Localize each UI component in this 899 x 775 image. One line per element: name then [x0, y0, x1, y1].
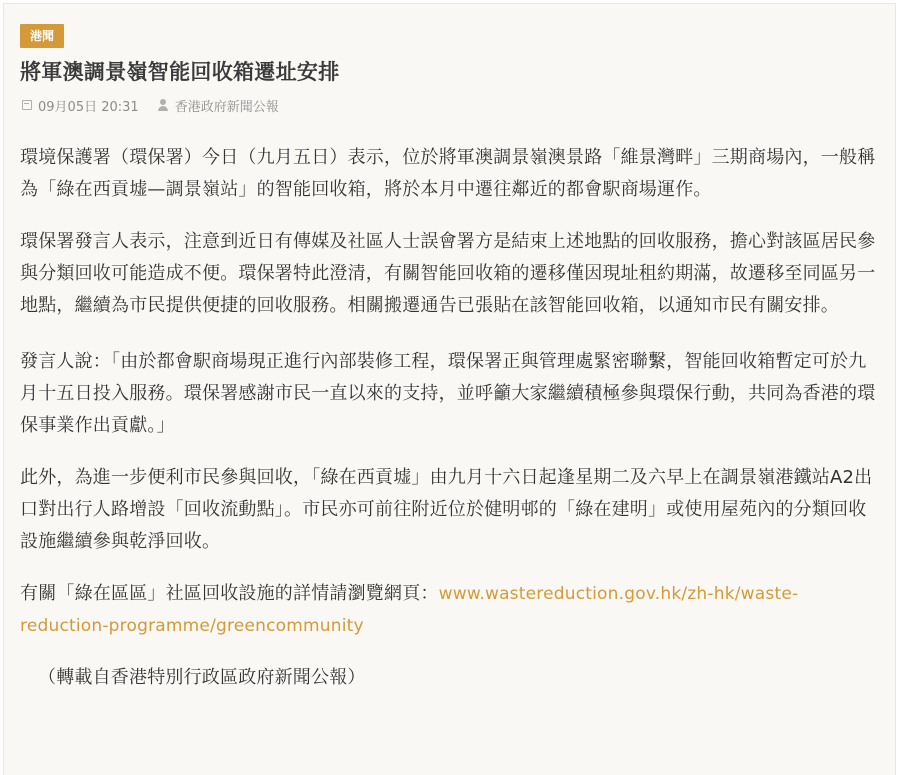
link-intro: 有關「綠在區區」社區回收設施的詳情請瀏覽網頁：	[20, 583, 439, 604]
paragraph: 環保署發言人表示，注意到近日有傳媒及社區人士誤會署方是結束上述地點的回收服務，擔心對該區居民參與分類回收可能造成不便。環保署特此澄清，有關智能回收箱的遷移僅因現址租約期滿，故遷移至同區另一地點，繼續為市民提供便捷的回收服務。相關搬遷通告已張貼在該智能回收箱，以通知市民有關安排。	[20, 231, 876, 316]
calendar-icon	[22, 100, 32, 110]
greencommunity-link[interactable]: www.wastereduction.gov.hk/zh-hk/waste-reduction-programme/greencommunity	[20, 584, 799, 636]
link-paragraph	[20, 578, 879, 642]
article-title: 將軍澳調景嶺智能回收箱遷址安排	[20, 60, 340, 84]
paragraph: 此外，為進一步便利市民參與回收，「綠在西貢墟」由九月十六日起逢星期二及六早上在調景嶺港鐵站A2出口對出行人路增設「回收流動點」。市民亦可前往附近位於健明邨的「綠在建明」或使用屋苑內的分類回收設施繼續參與乾淨回收。	[20, 467, 873, 552]
user-icon	[157, 99, 169, 111]
author-name: 香港政府新聞公報	[174, 99, 279, 115]
publish-date: 09月05日 20:31	[38, 99, 139, 115]
category-badge[interactable]: 港聞	[20, 24, 64, 48]
source-note: （轉載自香港特別行政區政府新聞公報）	[38, 667, 366, 688]
article-card	[3, 3, 896, 775]
article-body	[20, 142, 879, 694]
paragraph: 發言人說：「由於都會駅商場現正進行內部裝修工程，環保署正與管理處緊密聯繫，智能回收箱暫定可於九月十五日投入服務。環保署感謝市民一直以來的支持，並呼籲大家繼續積極參與環保行動，共同為香港的環保事業作出貢獻。」	[20, 351, 876, 436]
paragraph: 環境保護署（環保署）今日（九月五日）表示，位於將軍澳調景嶺澳景路「維景灣畔」三期商場內，一般稱為「綠在西貢墟—調景嶺站」的智能回收箱，將於本月中遷往鄰近的都會駅商場運作。	[20, 147, 876, 200]
article-meta	[20, 96, 879, 114]
